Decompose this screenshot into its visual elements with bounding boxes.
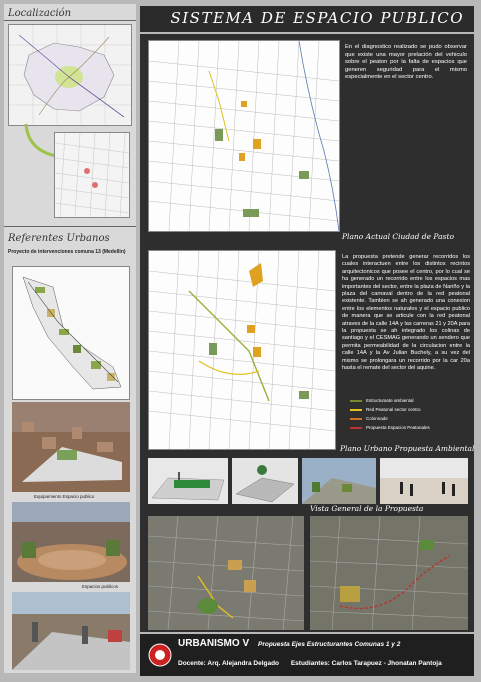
legend-swatch <box>350 400 362 402</box>
project-title: Proyecto de intervenciones comuna 13 (Medellin) <box>8 249 126 255</box>
page-title: SISTEMA DE ESPACIO PUBLICO <box>170 9 464 27</box>
render-2 <box>232 458 298 504</box>
aerial-view-1 <box>148 516 304 630</box>
university-logo-icon <box>148 642 172 668</box>
legend-item-4: Propuesta Espacios Peatonales <box>350 425 430 430</box>
legend-swatch <box>350 409 362 411</box>
docente-name: Arq. Alejandra Delgado <box>207 660 280 667</box>
aerial-view-2 <box>310 516 468 630</box>
aerial-view-2-graphic <box>310 516 468 630</box>
referent-photo-2 <box>12 502 130 582</box>
estudiantes-names: Carlos Tarapuez - Jhonatan Pantoja <box>331 660 442 667</box>
plan-actual-map <box>148 40 340 232</box>
credits <box>178 660 442 667</box>
footer <box>140 634 474 676</box>
plan-propuesta-graphic <box>149 251 335 449</box>
legend-item-2: Red Peatonal sector centro <box>350 407 421 412</box>
zoom-map-graphic <box>55 133 129 217</box>
caption-2: Espacios publicos <box>82 584 119 589</box>
proposal-text: La propuesta pretende generar recorridos los cuales interactuen entre los distintos recintos arquitectonicos que posee el centro, por lo cual se ha generado un recorrido entre los espacios mas importantes del sector, entre la plaza de Nariño y la plaza del carnaval dentro de la red peatonal existente. Tambien se ah generado una conexion entre los elementos naturales y el espacio publico de manera que se articule con la red peatonal atraves de la calle 14A y las carreras 21 y 20A para la propuesta se ah integrado los colinas de santiago y el CESMAG generando un sendero que permita permeabilidad de la circulacion entre la calle 14A y la Av Julian Buchely, a su vez del mismo se prolongara un recorrido por la car 20a hasta el remate del sector del aquine. <box>342 254 470 372</box>
course-name: URBANISMO V <box>178 638 250 649</box>
referent-photo-2-graphic <box>12 502 130 582</box>
referent-plan <box>12 266 130 400</box>
title-bar <box>140 6 474 32</box>
legend-item-1: Estructurante ambiental <box>350 398 414 403</box>
referent-photo-1 <box>12 402 130 492</box>
location-map <box>8 24 132 126</box>
render-2-graphic <box>232 458 298 504</box>
localizacion-heading: Localización <box>8 8 72 19</box>
subject: Propuesta Ejes Estructurantes Comunas 1 y 2 <box>258 641 401 648</box>
caption-1: Equipamiento Espacio publico <box>34 494 95 499</box>
referent-photo-3 <box>12 592 130 670</box>
legend-swatch <box>350 418 362 420</box>
divider <box>4 226 136 227</box>
legend-swatch <box>350 427 362 429</box>
divider <box>4 20 136 21</box>
referentes-heading: Referentes Urbanos <box>8 233 110 244</box>
plan-propuesta-map <box>148 250 336 450</box>
plan1-caption: Plano Actual Ciudad de Pasto <box>342 232 454 241</box>
render-4-graphic <box>380 458 468 504</box>
referent-photo-3-graphic <box>12 592 130 670</box>
left-column <box>4 4 136 673</box>
docente-label: Docente: <box>178 660 206 667</box>
render-4 <box>380 458 468 504</box>
render-1 <box>148 458 228 504</box>
referent-plan-graphic <box>13 267 129 399</box>
referent-photo-1-graphic <box>12 402 130 492</box>
plan2-caption: Plano Urbano Propuesta Ambiental <box>340 444 475 453</box>
estudiantes-label: Estudiantes: <box>290 660 330 667</box>
render-3-graphic <box>302 458 376 504</box>
vista-caption: Vista General de la Propuesta <box>310 504 424 513</box>
zoom-map <box>54 132 130 218</box>
render-3 <box>302 458 376 504</box>
location-map-graphic <box>9 25 131 125</box>
top-text: En el diagnostico realizado se pudo observar que existe una mayor prelación del vehiculo sobre el peaton por la falta de espacios que generen seguridad para el mismo especialmente en el sector centro. <box>345 44 467 81</box>
render-1-graphic <box>148 458 228 504</box>
legend-item-3: Colonnade <box>350 416 388 421</box>
aerial-view-1-graphic <box>148 516 304 630</box>
plan-actual-graphic <box>149 41 339 231</box>
